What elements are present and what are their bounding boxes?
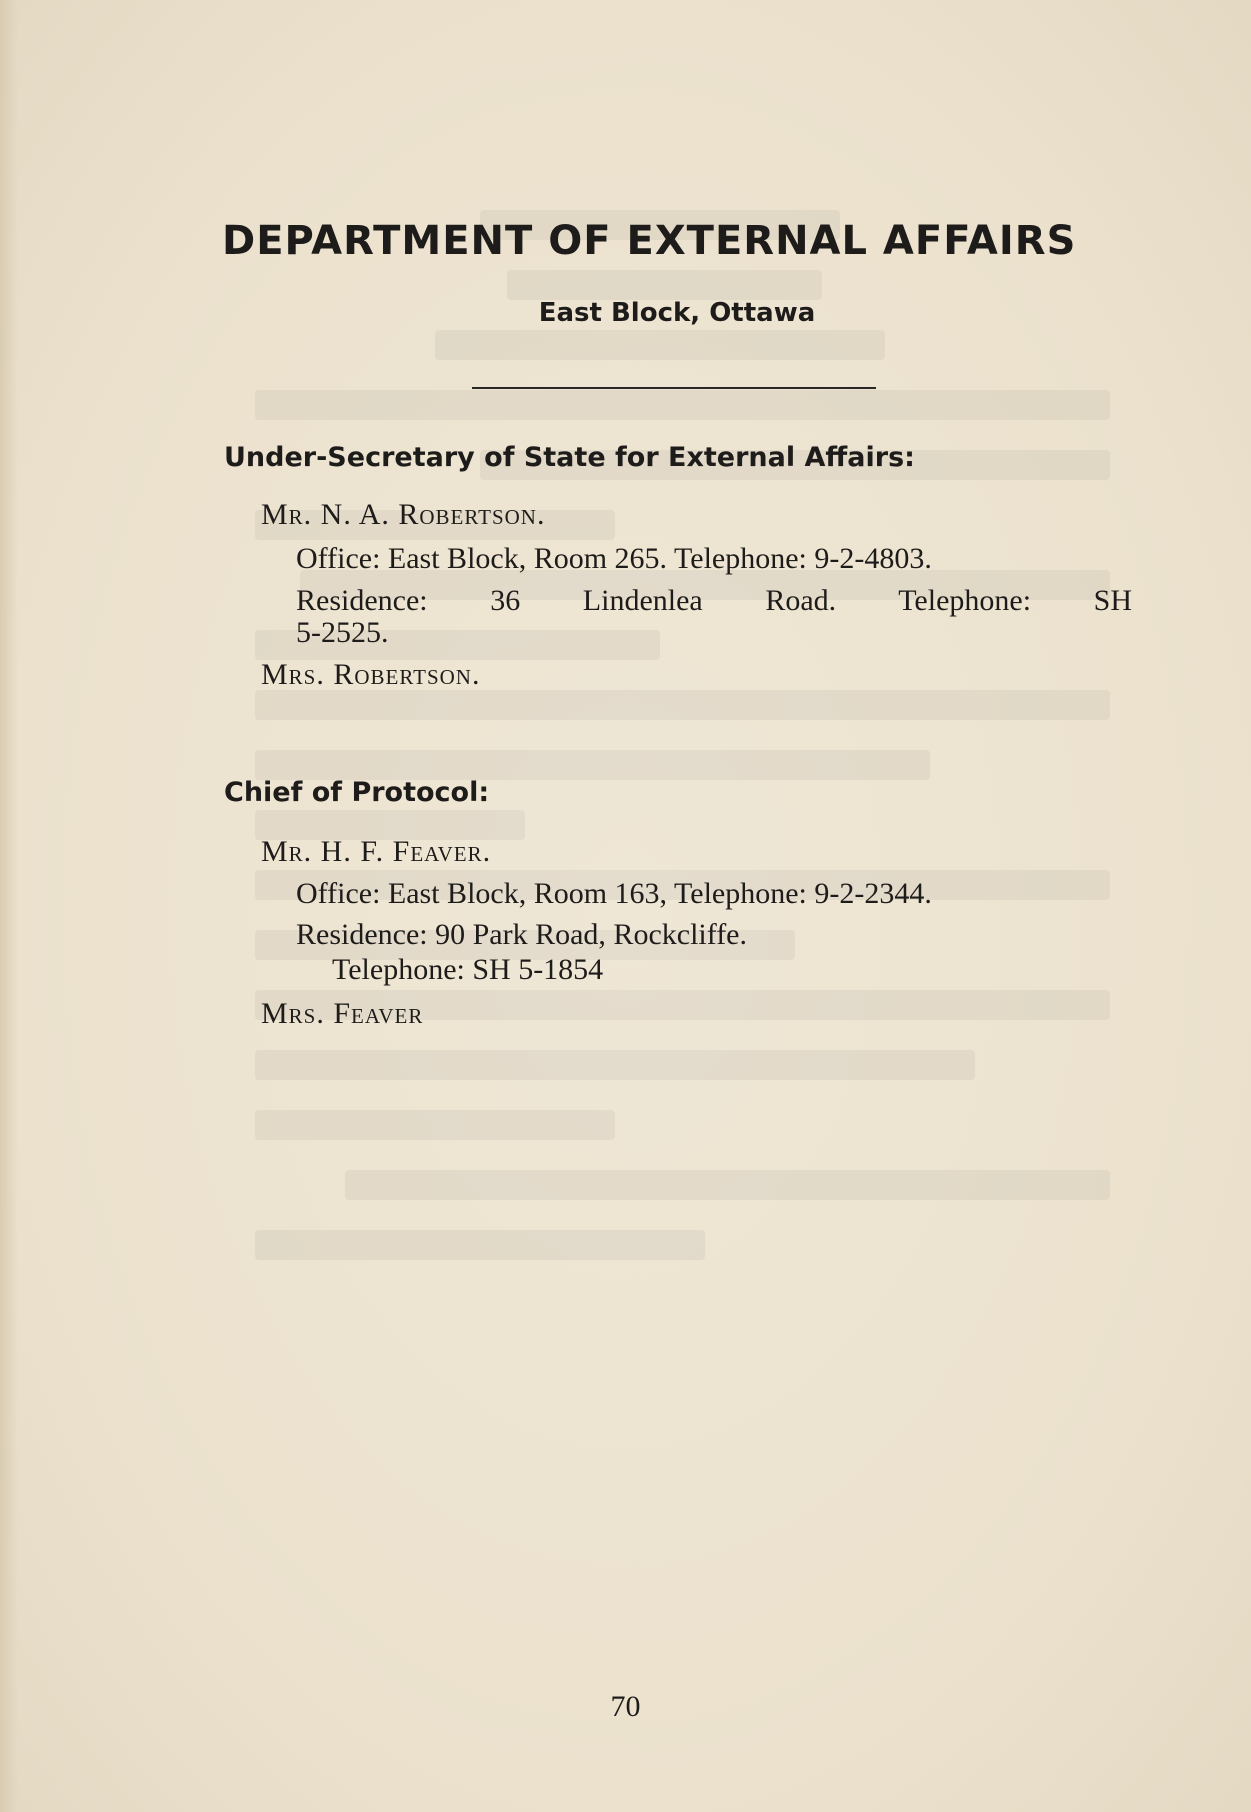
office-details: Office: East Block, Room 163, Telephone: 9-2-2344. xyxy=(296,877,932,910)
residence-telephone: Telephone: SH 5-1854 xyxy=(332,953,604,986)
page-number: 70 xyxy=(610,1690,641,1723)
page-subtitle: East Block, Ottawa xyxy=(538,298,816,328)
official-name: Mr. N. A. Robertson. xyxy=(261,498,546,531)
spouse-name: Mrs. Feaver xyxy=(261,997,424,1030)
residence-details: Residence: 90 Park Road, Rockcliffe. xyxy=(296,918,747,951)
page-gutter-shadow xyxy=(0,0,18,1812)
page-title: DEPARTMENT OF EXTERNAL AFFAIRS xyxy=(222,218,1077,264)
section-heading-under-secretary: Under-Secretary of State for External Affairs: xyxy=(224,442,915,473)
residence-telephone: 5-2525. xyxy=(296,616,389,649)
official-name: Mr. H. F. Feaver. xyxy=(261,835,492,868)
residence-details: Residence: 36 Lindenlea Road. Telephone: SH xyxy=(296,584,1132,617)
spouse-name: Mrs. Robertson. xyxy=(261,658,481,691)
office-details: Office: East Block, Room 265. Telephone: 9-2-4803. xyxy=(296,542,932,575)
section-heading-chief-of-protocol: Chief of Protocol: xyxy=(224,777,490,808)
title-divider xyxy=(472,387,876,389)
